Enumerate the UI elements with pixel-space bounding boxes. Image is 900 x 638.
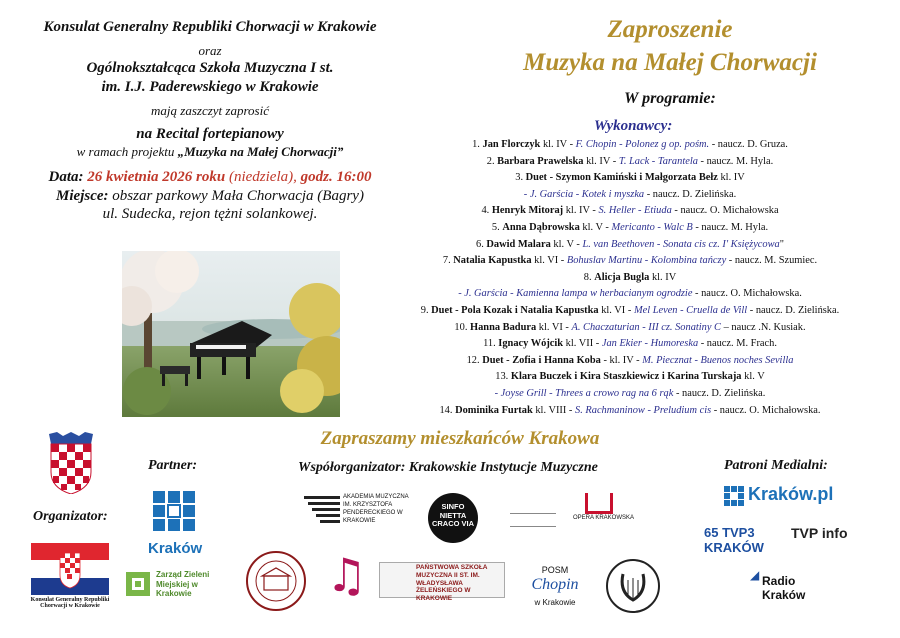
institution-logo-icon <box>510 513 556 527</box>
sinfonietta-logo-text: SINFO NIETTA CRACO VIA <box>431 502 475 529</box>
school-badge-icon <box>245 550 307 617</box>
project-line <box>0 144 420 160</box>
croatia-coat-of-arms-icon <box>47 432 95 499</box>
akademia-logo-text: AKADEMIA MUZYCZNA IM. KRZYSZTOFA PENDERECKIEGO W KRAKOWIE <box>343 494 409 525</box>
patrons-label: Patroni Medialni: <box>724 458 828 473</box>
piano-in-garden-image <box>122 251 340 417</box>
tvp-info-logo: TVP info <box>791 525 848 541</box>
organizer-label: Organizator: <box>33 509 108 524</box>
croatia-flag-icon <box>31 543 109 600</box>
program-entry: - J. Garścia - Kotek i myszka - naucz. D. Zielińska. <box>523 188 737 200</box>
school-line1: Ogólnokształcąca Szkoła Muzyczna I st. <box>86 60 334 76</box>
tvp3-logo: 65 TVP3 KRAKÓW <box>704 525 764 555</box>
partner-label: Partner: <box>148 458 197 473</box>
posm-chopin-text: Chopin <box>531 576 579 593</box>
krakow-grid-icon <box>153 491 195 531</box>
radio-wave-icon: ◢ <box>750 568 760 582</box>
opera-logo-text: OPERA KRAKOWSKA <box>573 515 635 521</box>
program-entry: 9. Duet - Pola Kozak i Natalia Kapustka kl. VI - Mel Leven - Cruella de Vill - naucz. D. Zielińska. <box>420 304 840 316</box>
honor-text: mają zaszczyt zaprosić <box>151 102 269 118</box>
program-entry: 5. Anna Dąbrowska kl. V - Mericanto - Walc B - naucz. M. Hyla. <box>491 221 769 233</box>
place-line <box>0 187 420 206</box>
performers-heading: Wykonawcy: <box>594 118 673 134</box>
invitation-header <box>0 18 420 224</box>
lyre-badge-icon <box>605 558 661 619</box>
program-entry: 13. Klara Buczek i Kira Staszkiewicz i Karina Turskaja kl. V <box>495 371 765 383</box>
coorganizer-label: Współorganizator: Krakowskie Instytucje Muzyczne <box>298 460 598 475</box>
program-entry: 14. Dominika Furtak kl. VIII - S. Rachmaninow - Preludium cis - naucz. O. Michałowska. <box>439 404 821 416</box>
posm-label: POSM <box>541 565 569 575</box>
clef-logo-icon: ♫ <box>326 548 368 602</box>
place-label: Miejsce: <box>56 187 109 204</box>
date-label: Data: <box>48 168 84 185</box>
date-day: (niedziela), <box>228 168 297 185</box>
program-entry: 12. Duet - Zofia i Hanna Koba - kl. IV - M. Piecznat - Buenos noches Sevilla <box>466 354 794 366</box>
posm-city: w Krakowie <box>534 598 576 607</box>
krakow-city-logo <box>153 491 195 536</box>
date-value: 26 kwietnia 2026 roku <box>87 168 226 185</box>
consulate-name: Konsulat Generalny Republiki Chorwacji w Krakowie <box>43 19 377 35</box>
recital-title: na Recital fortepianowy <box>136 125 284 142</box>
krakow-pl-icon <box>724 486 744 511</box>
invite-residents: Zapraszamy mieszkańców Krakowa <box>320 428 600 449</box>
program-entry: 3. Duet - Szymon Kamiński i Małgorzata Bełz kl. IV <box>515 172 745 184</box>
program-heading: W programie: <box>624 90 716 107</box>
project-prefix: w ramach projektu <box>76 143 175 159</box>
program-entry: 7. Natalia Kapustka kl. VI - Bohuslav Martinu - Kolombina tańczy - naucz. M. Szumiec. <box>442 255 818 267</box>
program-entry: 1. Jan Florczyk kl. IV - F. Chopin - Polonez g op. pośm. - naucz. D. Gruza. <box>472 139 788 150</box>
title-line1: Zaproszenie <box>607 16 733 43</box>
project-name: „Muzyka na Małej Chorwacji” <box>177 143 344 159</box>
zzm-logo-text: Zarząd Zieleni Miejskiej w Krakowie <box>156 570 210 599</box>
date-line <box>0 168 420 187</box>
program-entry: 6. Dawid Malara kl. V - L. van Beethoven - Sonata cis cz. I' Księżycowa" <box>476 238 784 250</box>
invitation-title <box>440 14 900 79</box>
date-time: godz. 16:00 <box>300 168 372 185</box>
consulate-caption: Konsulat Generalny Republiki Chorwacji w Krakowie <box>30 597 110 609</box>
program-entry: 2. Barbara Prawelska kl. IV - T. Lack - Tarantela - naucz. M. Hyla. <box>486 155 774 167</box>
program-entry: 10. Hanna Badura kl. VI - A. Chaczaturian - III cz. Sonatiny C – naucz .N. Kusiak. <box>454 321 806 333</box>
psm-logo-text: PAŃSTWOWA SZKOŁA MUZYCZNA II ST. IM. WŁADYSŁAWA ŻELEŃSKIEGO W KRAKOWIE <box>416 564 488 603</box>
radio-krakow-logo: Radio Kraków <box>762 574 806 603</box>
akademia-logo-icon <box>304 496 340 531</box>
piano-painting <box>122 251 340 417</box>
oraz-text: oraz <box>198 42 222 58</box>
program-entry: 11. Ignacy Wójcik kl. VII - Jan Ekier - Humoreska - naucz. M. Frach. <box>483 338 777 350</box>
krakow-pl-text: Kraków.pl <box>748 484 834 504</box>
place-value: obszar parkowy Mała Chorwacja (Bagry) <box>112 187 364 204</box>
zzm-logo-icon <box>126 572 150 601</box>
place-line2: ul. Sudecka, rejon tężni solankowej. <box>102 206 318 223</box>
title-line2: Muzyka na Małej Chorwacji <box>523 48 817 76</box>
opera-logo-icon <box>585 493 613 514</box>
program-entry: - Joyse Grill - Threes a crowo rag na 6 rąk - naucz. D. Zielińska. <box>494 387 766 399</box>
program-entry: - J. Garścia - Kamienna lampa w herbacianym ogrodzie - naucz. O. Michałowska. <box>458 288 802 300</box>
program-entry: 4. Henryk Mitoraj kl. IV - S. Heller - Etiuda - naucz. O. Michałowska <box>481 205 779 217</box>
school-line2: im. I.J. Paderewskiego w Krakowie <box>101 78 319 95</box>
krakow-logo-text: Kraków <box>148 540 203 557</box>
program-entry: 8. Alicja Bugla kl. IV <box>583 271 677 283</box>
program-list <box>360 137 900 419</box>
